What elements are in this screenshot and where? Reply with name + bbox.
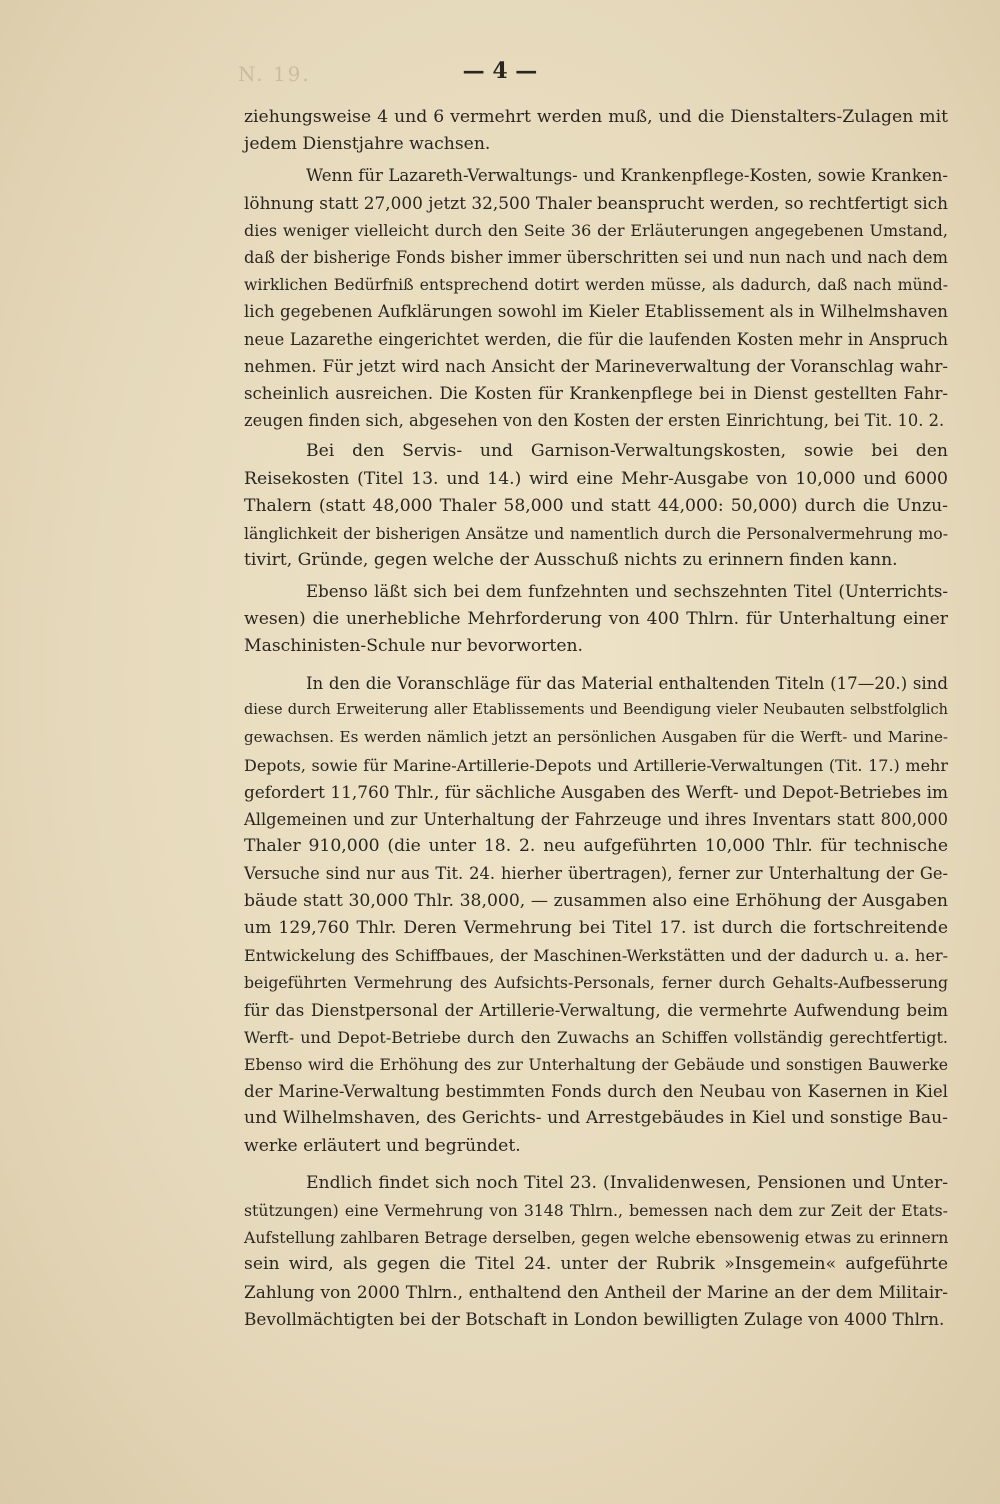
paragraph <box>244 104 948 158</box>
text-line: Thaler 910,000 (die unter 18. 2. neu aufgeführten 10,000 Thlr. für technische <box>244 836 948 857</box>
text-line: Thalern (statt 48,000 Thaler 58,000 und statt 44,000: 50,000) durch die Unzu- <box>244 495 948 516</box>
text-line: länglichkeit der bisherigen Ansätze und namentlich durch die Personalvermehrung mo- <box>244 524 948 544</box>
text-line: wirklichen Bedürfniß entsprechend dotirt werden müsse, als dadurch, daß nach münd- <box>244 275 948 295</box>
text-line: Aufstellung zahlbaren Betrage derselben, gegen welche ebensowenig etwas zu erinnern <box>244 1228 949 1248</box>
text-line: Maschinisten-Schule nur bevorworten. <box>244 635 584 656</box>
text-line: daß der bisherige Fonds bisher immer überschritten sei und nun nach und nach dem <box>244 248 948 268</box>
text-line: stützungen) eine Vermehrung von 3148 Thlrn., bemessen nach dem zur Zeit der Etats- <box>244 1200 948 1220</box>
text-line: sein wird, als gegen die Titel 24. unter der Rubrik »Insgemein« aufgeführte <box>244 1254 948 1275</box>
text-line: Ebenso wird die Erhöhung des zur Unterhaltung der Gebäude und sonstigen Bauwerke <box>244 1054 948 1074</box>
text-line: gefordert 11,760 Thlr., für sächliche Ausgaben des Werft- und Depot-Betriebes im <box>244 781 948 802</box>
text-line: werke erläutert und begründet. <box>244 1135 521 1156</box>
text-line: löhnung statt 27,000 jetzt 32,500 Thaler beansprucht werden, so rechtfertigt sich <box>244 192 948 213</box>
text-line: für das Dienstpersonal der Artillerie-Verwaltung, die vermehrte Aufwendung beim <box>244 1000 948 1020</box>
text-line: In den die Voranschläge für das Material enthaltenden Titeln (17—20.) sind <box>306 674 948 694</box>
text-line: ziehungsweise 4 und 6 vermehrt werden muß, und die Dienstalters-Zulagen mit <box>244 107 948 127</box>
text-line: Reisekosten (Titel 13. und 14.) wird eine Mehr-Ausgabe von 10,000 und 6000 <box>244 468 948 489</box>
text-line: um 129,760 Thlr. Deren Vermehrung bei Titel 17. ist durch die fortschreitende <box>244 917 948 938</box>
text-line: Depots, sowie für Marine-Artillerie-Depots und Artillerie-Verwaltungen (Tit. 17.) mehr <box>244 755 948 775</box>
body-text <box>244 104 948 1333</box>
text-line: gewachsen. Es werden nämlich jetzt an persönlichen Ausgaben für die Werft- und Marine- <box>244 728 948 747</box>
text-line: Wenn für Lazareth-Verwaltungs- und Krankenpflege-Kosten, sowie Kranken- <box>306 166 948 186</box>
text-line: Endlich findet sich noch Titel 23. (Invalidenwesen, Pensionen und Unter- <box>306 1172 948 1193</box>
faint-page-mark: N. 19. <box>238 62 311 86</box>
text-line: Bevollmächtigten bei der Botschaft in London bewilligten Zulage von 4000 Thlrn. <box>244 1308 945 1329</box>
text-line: neue Lazarethe eingerichtet werden, die für die laufenden Kosten mehr in Anspruch <box>244 329 948 349</box>
page-number: — 4 — <box>462 58 538 84</box>
paragraph <box>244 578 948 660</box>
text-line: zeugen finden sich, abgesehen von den Kosten der ersten Einrichtung, bei Tit. 10. 2. <box>244 411 945 431</box>
text-line: nehmen. Für jetzt wird nach Ansicht der Marineverwaltung der Voranschlag wahr- <box>244 356 948 376</box>
text-line: lich gegebenen Aufklärungen sowohl im Kieler Etablissement als in Wilhelmshaven <box>244 302 948 322</box>
text-line: scheinlich ausreichen. Die Kosten für Krankenpflege bei in Dienst gestellten Fahr- <box>244 384 948 404</box>
text-line: Ebenso läßt sich bei dem funfzehnten und sechszehnten Titel (Unterrichts- <box>306 582 948 602</box>
text-line: diese durch Erweiterung aller Etablissements und Beendigung vieler Neubauten selbstfolglich <box>244 702 948 719</box>
text-line: der Marine-Verwaltung bestimmten Fonds durch den Neubau von Kasernen in Kiel <box>244 1082 948 1102</box>
text-line: tivirt, Gründe, gegen welche der Ausschuß nichts zu erinnern finden kann. <box>244 550 898 571</box>
text-line: Werft- und Depot-Betriebe durch den Zuwachs an Schiffen vollständig gerechtfertigt. <box>244 1027 948 1047</box>
text-line: jedem Dienstjahre wachsen. <box>244 134 491 155</box>
text-line: bäude statt 30,000 Thlr. 38,000, — zusammen also eine Erhöhung der Ausgaben <box>244 890 948 911</box>
paragraph <box>244 438 948 574</box>
text-line: dies weniger vielleicht durch den Seite 36 der Erläuterungen angegebenen Umstand, <box>244 220 948 240</box>
text-line: und Wilhelmshaven, des Gerichts- und Arrestgebäudes in Kiel und sonstige Bau- <box>244 1108 948 1129</box>
text-line: Entwickelung des Schiffbaues, der Maschinen-Werkstätten und der dadurch u. a. her- <box>244 946 948 966</box>
paragraph <box>244 670 948 1160</box>
text-line: Bei den Servis- und Garnison-Verwaltungskosten, sowie bei den <box>306 441 948 462</box>
text-line: beigeführten Vermehrung des Aufsichts-Personals, ferner durch Gehalts-Aufbesserung <box>244 973 948 993</box>
text-line: Zahlung von 2000 Thlrn., enthaltend den Antheil der Marine an der dem Militair- <box>244 1281 948 1302</box>
text-line: Allgemeinen und zur Unterhaltung der Fahrzeuge und ihres Inventars statt 800,000 <box>244 810 948 830</box>
text-line: wesen) die unerhebliche Mehrforderung von 400 Thlrn. für Unterhaltung einer <box>244 608 948 629</box>
paragraph <box>244 162 948 434</box>
text-line: Versuche sind nur aus Tit. 24. hierher übertragen), ferner zur Unterhaltung der Ge- <box>244 864 948 884</box>
paragraph <box>244 1170 948 1333</box>
